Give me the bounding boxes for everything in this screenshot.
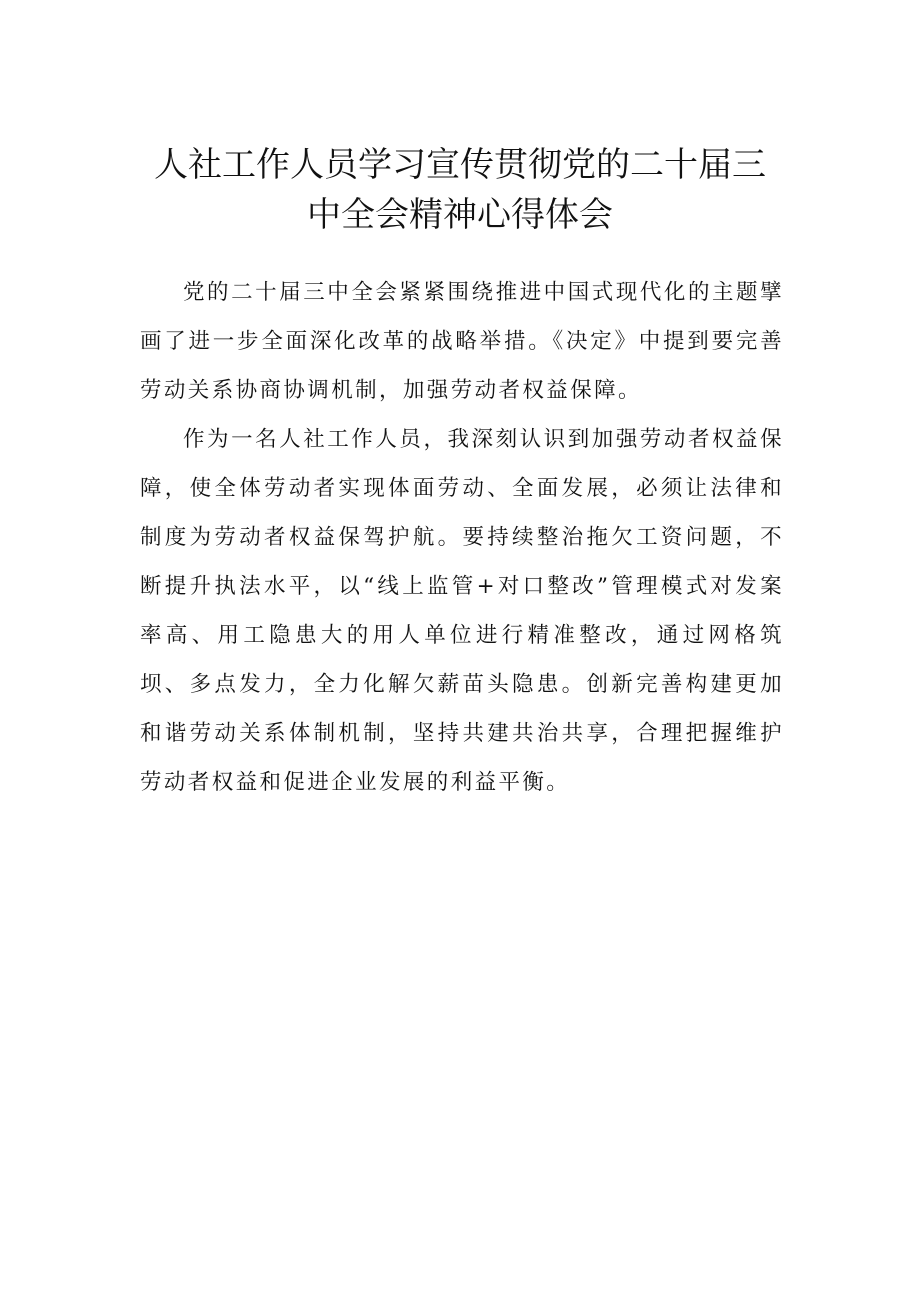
title-line-1: 人社工作人员学习宣传贯彻党的二十届三: [154, 145, 766, 185]
paragraph-2: 作为一名人社工作人员，我深刻认识到加强劳动者权益保障，使全体劳动者实现体面劳动、全面发展，必须让法律和制度为劳动者权益保驾护航。要持续整治拖欠工资问题，不断提升执法水平，以“线上监管+对口整改”管理模式对发案率高、用工隐患大的用人单位进行精准整改，通过网格筑坝、多点发力，全力化解欠薪苗头隐患。创新完善构建更加和谐劳动关系体制机制，坚持共建共治共享，合理把握维护劳动者权益和促进企业发展的利益平衡。: [140, 427, 784, 795]
paragraph-1: 党的二十届三中全会紧紧围绕推进中国式现代化的主题擘画了进一步全面深化改革的战略举措。《决定》中提到要完善劳动关系协商协调机制，加强劳动者权益保障。: [140, 280, 784, 403]
title-line-2: 中全会精神心得体会: [307, 195, 613, 235]
document-body: [140, 268, 784, 807]
document-title: [100, 140, 820, 240]
